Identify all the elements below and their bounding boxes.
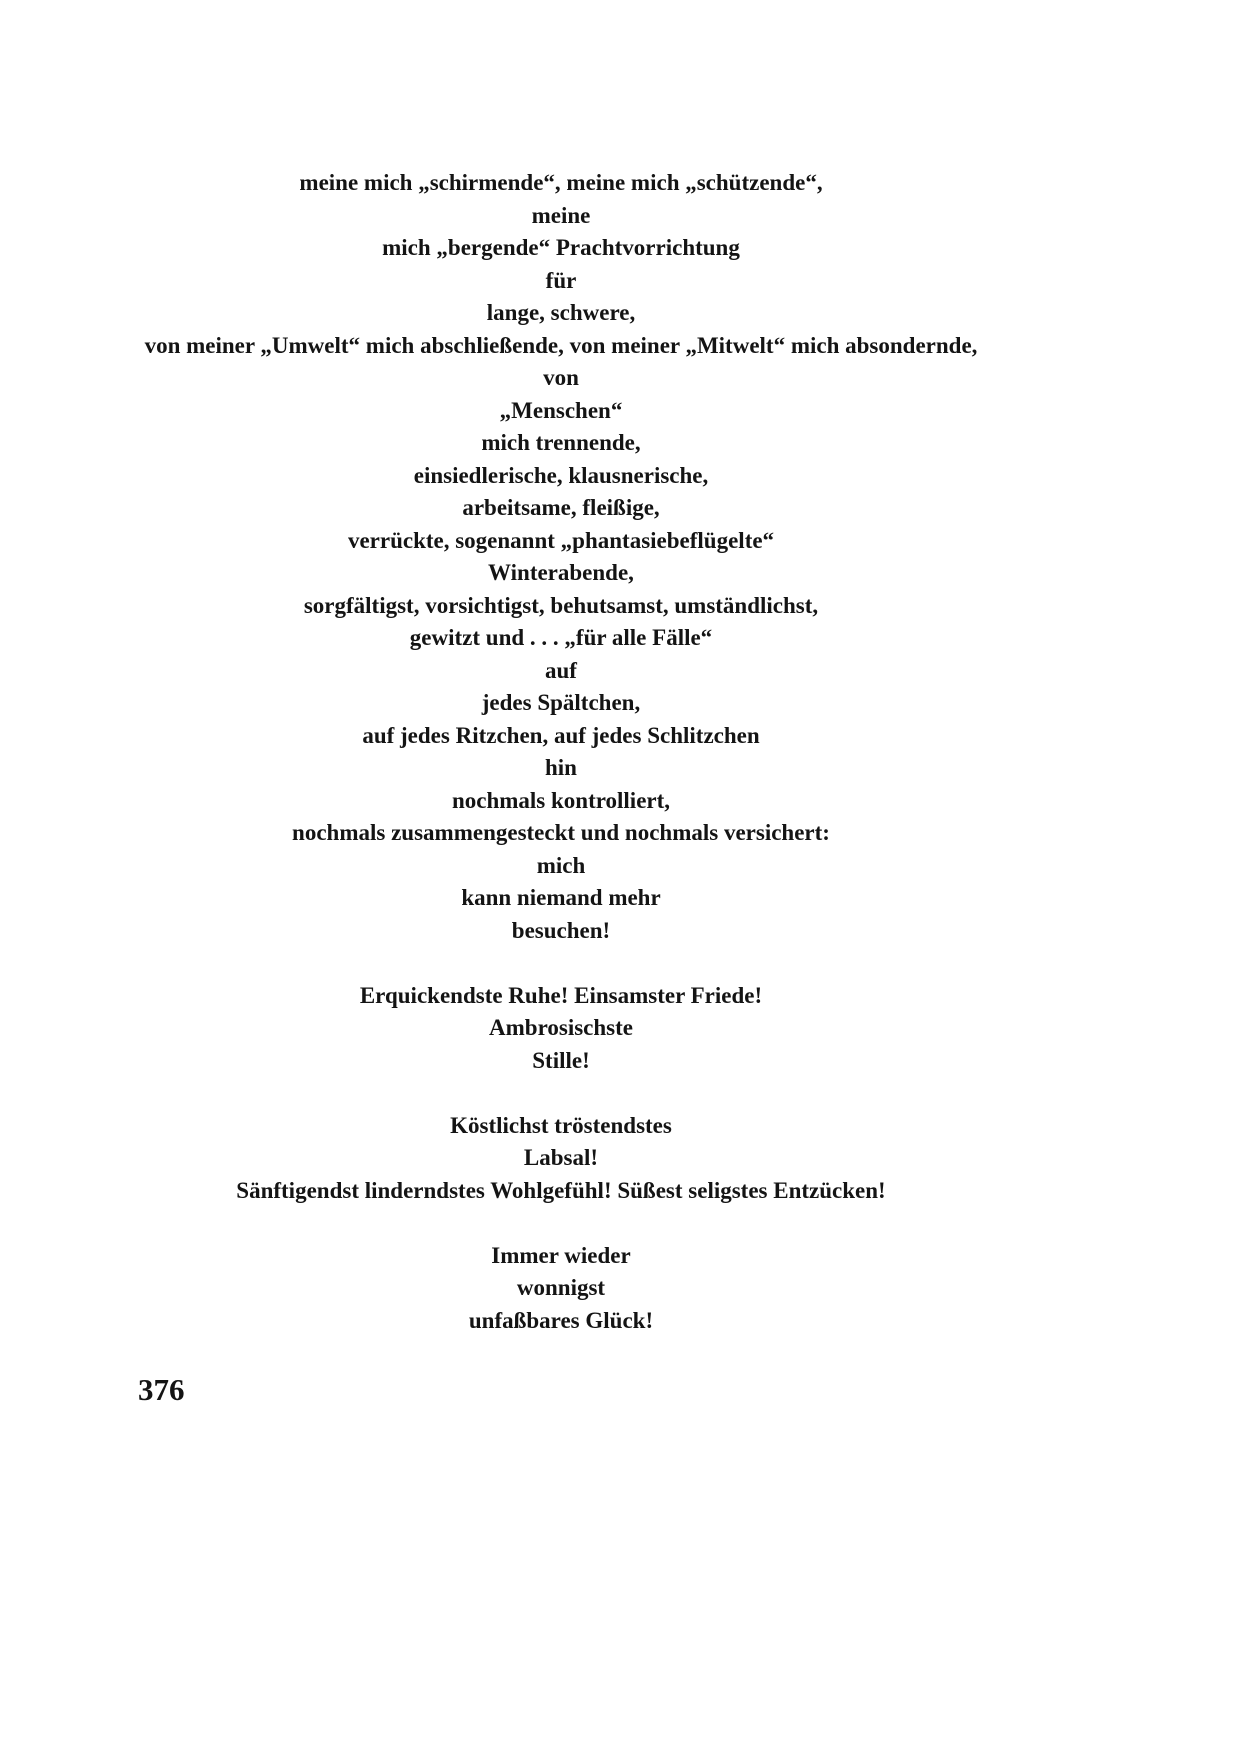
verse-line: auf — [545, 657, 577, 683]
verse-line: Stille! — [532, 1047, 590, 1073]
poem-text-block — [140, 167, 982, 1337]
stanza — [140, 980, 982, 1078]
verse-line: Ambrosischste — [489, 1015, 633, 1040]
verse-line: von meiner „Umwelt“ mich abschließende, von meiner „Mitwelt“ mich absondernde, — [144, 332, 978, 358]
verse-line: nochmals zusammengesteckt und nochmals versichert: — [292, 820, 830, 845]
verse-line: sorgfältigst, vorsichtigst, behutsamst, umständlichst, — [303, 592, 819, 618]
verse-line: besuchen! — [511, 917, 611, 943]
verse-line: einsiedlerische, klausnerische, — [413, 462, 709, 488]
verse-line: Immer wieder — [491, 1242, 631, 1268]
stanza — [140, 1110, 982, 1208]
verse-line: Winterabende, — [488, 560, 634, 585]
page-number: 376 — [138, 1372, 185, 1407]
stanza — [140, 1240, 982, 1338]
verse-line: nochmals kontrolliert, — [451, 787, 671, 813]
verse-line: unfaßbares Glück! — [468, 1307, 654, 1333]
verse-line: mich — [536, 852, 586, 878]
verse-line: mich trennende, — [481, 430, 641, 455]
verse-line: gewitzt und . . . „für alle Fälle“ — [409, 625, 713, 650]
verse-line: von — [543, 365, 579, 390]
verse-line: Sänftigendst linderndstes Wohlgefühl! Süßest seligstes Entzücken! — [236, 1177, 886, 1203]
verse-line: „Menschen“ — [499, 397, 623, 423]
verse-line: meine mich „schirmende“, meine mich „schützende“, — [299, 170, 823, 195]
verse-line: Labsal! — [523, 1145, 599, 1170]
verse-line: verrückte, sogenannt „phantasiebeflügelte“ — [347, 527, 775, 553]
verse-line: meine — [531, 202, 591, 228]
verse-line: für — [545, 267, 577, 293]
verse-line: Erquickendste Ruhe! Einsamster Friede! — [359, 982, 763, 1008]
verse-line: wonnigst — [516, 1275, 606, 1300]
verse-line: hin — [545, 755, 577, 780]
verse-line: Köstlichst tröstendstes — [450, 1112, 672, 1138]
verse-line: arbeitsame, fleißige, — [462, 495, 660, 520]
verse-line: auf jedes Ritzchen, auf jedes Schlitzchen — [362, 722, 760, 748]
verse-line: kann niemand mehr — [461, 885, 661, 910]
verse-line: jedes Spältchen, — [481, 690, 641, 715]
verse-line: mich „bergende“ Prachtvorrichtung — [382, 235, 740, 260]
stanza — [140, 167, 982, 947]
verse-line: lange, schwere, — [486, 300, 636, 325]
